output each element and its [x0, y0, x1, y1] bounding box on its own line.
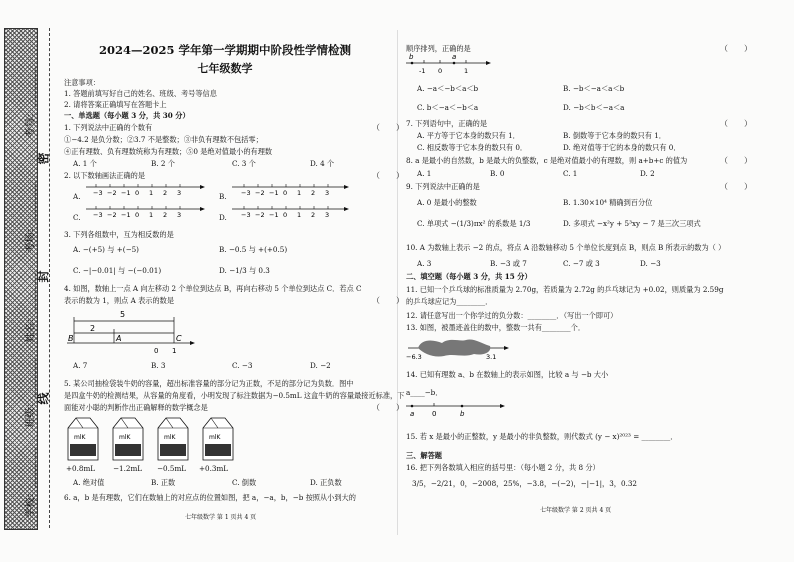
q6-option-c: C. b＜−a＜−b＜a: [417, 103, 479, 112]
milk-carton: [158, 418, 188, 460]
q11-line2: 的乒乓球应记为________．: [406, 297, 493, 306]
q5-value-2: −1.2mL: [113, 464, 143, 473]
q9-option-c: C. 单项式 −(1/3)πx² 的系数是 1/3: [417, 219, 531, 228]
field-exam-room: 考场：________: [25, 182, 37, 253]
note-1: 1. 答题前填写好自己的姓名、班级、考号等信息: [64, 89, 217, 98]
q4-option-b: B. 3: [151, 361, 166, 370]
q8-option-c: C. 1: [563, 169, 578, 178]
q2-option-a: A.: [73, 192, 81, 201]
ink-blot: [418, 340, 490, 357]
milk-carton: [203, 418, 233, 460]
q2-axis-c: [86, 207, 205, 211]
q4-answer-paren: （ ）: [372, 296, 404, 305]
q13-label-right: 3.1: [486, 353, 497, 361]
milk-carton: [68, 418, 98, 460]
q16-numbers: 3/5，−2/21，0，−2008，25%，−3.8，−(−2)，−|−1|，3，0.32: [412, 479, 637, 488]
q3-option-d: D. −1/3 与 0.3: [219, 266, 270, 275]
q5-answer-paren: （ ）: [372, 403, 404, 412]
q16-stem: 16. 把下列各数填入相应的括号里：（每小题 2 分，共 8 分）: [406, 463, 600, 472]
q2-tick-label: 1: [297, 189, 302, 197]
q5-option-c: C. 倒数: [232, 478, 257, 487]
q2-tick-label: 2: [311, 189, 316, 197]
q2-tick-label: −1: [121, 211, 131, 219]
q2-tick-label: 0: [135, 189, 140, 197]
q8-answer-paren: （ ）: [720, 156, 752, 165]
q10-option-b: B. −3 或 7: [490, 259, 527, 268]
q6-label-a: a: [452, 53, 457, 61]
q11-line1: 11. 已知一个乒乓球的标准质量为 2.70g，若质量为 2.72g 的乒乓球记为 +0.02，则质量为 2.59g: [406, 285, 724, 294]
note-2: 2. 请将答案正确填写在答题卡上: [64, 100, 167, 109]
q10-option-d: D. −3: [640, 259, 661, 268]
q10-option-c: C. −7 或 3: [563, 259, 600, 268]
q4-label-c: C: [176, 334, 182, 343]
q12-text: 12. 请任意写出一个你学过的负分数：________．（写出一个即可）: [406, 311, 618, 320]
q4-label-1: 1: [172, 347, 177, 355]
section2-heading: 二、填空题（每小题 3 分，共 15 分）: [406, 272, 532, 281]
q5-line2: 是四盒牛奶的检测结果，从容量的角度看，小明发现了标注数据为−0.5mL 这盒牛奶的容量最接近标准，下: [64, 391, 405, 400]
q9-option-d: D. 多项式 −x²y + 5³xy − 7 是三次三项式: [563, 219, 701, 228]
q5-option-b: B. 正数: [151, 478, 176, 487]
q2-answer-paren: （ ）: [372, 171, 404, 180]
q2-tick-label: −3: [93, 211, 103, 219]
field-school: 学校：________: [25, 447, 37, 518]
q5-option-d: D. 正负数: [310, 478, 342, 487]
q3-stem: 3. 下列各组数中，互为相反数的是: [64, 230, 174, 239]
q13-label-left: −6.3: [406, 353, 422, 361]
footer-right: 七年级数学 第 2 页共 4 页: [540, 507, 612, 514]
q1-option-d: D. 4 个: [310, 159, 335, 168]
q1-stem: 1. 下列说法中正确的个数有: [64, 123, 153, 132]
q2-tick-label: 2: [163, 211, 168, 219]
q5-value-4: +0.3mL: [199, 464, 229, 473]
q2-option-c: C.: [73, 213, 81, 222]
seal-char-1: 密: [36, 152, 51, 165]
q14-stem: 14. 已知有理数 a、b 在数轴上的表示如图，比较 a 与 −b 大小: [406, 370, 609, 379]
q6-label-m1: -1: [419, 67, 426, 75]
q6-number-line: [404, 52, 494, 78]
q6-line1: 6. a，b 是有理数，它们在数轴上的对应点的位置如图，把 a，−a，b，−b 按照从小到大的: [64, 493, 356, 502]
q2-tick-label: −3: [93, 189, 103, 197]
q1-option-c: C. 3 个: [232, 159, 256, 168]
q7-option-a: A. 平方等于它本身的数只有 1．: [417, 131, 520, 140]
q4-label-5: 5: [120, 310, 126, 319]
footer-left: 七年级数学 第 1 页共 4 页: [185, 514, 257, 521]
q2-tick-label: −2: [255, 189, 265, 197]
seal-char-2: 封: [36, 270, 51, 283]
q9-option-b: B. 1.30×10⁴ 精确到百分位: [563, 198, 653, 207]
q3-option-c: C. −|−0.01| 与 −(−0.01): [73, 266, 162, 275]
q9-answer-paren: （ ）: [720, 182, 752, 191]
q6-answer-paren: （ ）: [720, 44, 752, 53]
q4-label-a: A: [116, 334, 122, 343]
q4-label-b: B: [68, 334, 74, 343]
q4-label-2: 2: [90, 324, 96, 333]
q3-option-a: A. −(+5) 与 +(−5): [73, 245, 139, 254]
q14-label-a: a: [410, 410, 415, 418]
q6-option-b: B. −b＜−a＜a＜b: [563, 84, 625, 93]
q4-option-a: A. 7: [73, 361, 88, 370]
q4-option-d: D. −2: [310, 361, 331, 370]
q4-figure: [62, 305, 202, 357]
field-exam-number: 考号：________: [25, 67, 37, 138]
q2-tick-label: 3: [177, 211, 182, 219]
q14-number-line: [404, 398, 514, 420]
q2-tick-label: 0: [283, 189, 288, 197]
q2-tick-label: −2: [255, 211, 265, 219]
q2-tick-label: 1: [149, 211, 154, 219]
q5-value-3: −0.5mL: [157, 464, 187, 473]
q5-line1: 5. 某公司抽检袋装牛奶的容量，超出标准容量的部分记为正数，不足的部分记为负数．图中: [64, 379, 354, 388]
q7-option-b: B. 倒数等于它本身的数只有 1．: [563, 131, 666, 140]
q6-label-1: 1: [464, 67, 469, 75]
q14-label-0: 0: [432, 410, 437, 418]
q7-answer-paren: （ ）: [720, 119, 752, 128]
q5-line3: 面能对小聪的判断作出正确解释的数学概念是: [64, 403, 208, 412]
q14-label-b: b: [460, 410, 465, 418]
q10-option-a: A. 3: [417, 259, 432, 268]
q4-option-c: C. −3: [232, 361, 253, 370]
q2-tick-label: 0: [283, 211, 288, 219]
q2-tick-label: 1: [297, 211, 302, 219]
milk-label: mlK: [74, 434, 86, 441]
q5-value-1: +0.8mL: [66, 464, 96, 473]
milk-label: mlK: [119, 434, 131, 441]
q6-option-a: A. −a＜−b＜a＜b: [417, 84, 479, 93]
q2-tick-label: 3: [325, 189, 330, 197]
q2-tick-label: 0: [135, 211, 140, 219]
exam-subtitle: 七年级数学: [197, 62, 253, 75]
q13-ink-figure: [404, 334, 514, 364]
q2-tick-label: −1: [121, 189, 131, 197]
q8-option-d: D. 2: [640, 169, 655, 178]
q2-tick-label: 1: [149, 189, 154, 197]
field-name: 姓名：________: [25, 272, 37, 343]
field-class: 班级：________: [25, 357, 37, 428]
section3-heading: 三、解答题: [406, 451, 442, 460]
q1-line1: ①−4.2 是负分数；②3.7 不是整数；③非负有理数不包括零；: [64, 135, 263, 144]
milk-label: mlK: [209, 434, 221, 441]
q6-line2: 顺序排列，正确的是: [406, 44, 471, 53]
q1-option-a: A. 1 个: [73, 159, 97, 168]
notes-heading: 注意事项：: [64, 78, 100, 87]
seal-char-3: 线: [36, 392, 51, 405]
q2-tick-label: 2: [163, 189, 168, 197]
q4-label-0: 0: [154, 347, 159, 355]
q2-tick-label: −2: [107, 189, 117, 197]
q10-stem: 10. A 为数轴上表示 −2 的点，将点 A 沿数轴移动 5 个单位长度到点 B，则点 B 所表示的数为（ ）: [406, 243, 726, 252]
q7-option-c: C. 相反数等于它本身的数只有 0．: [417, 143, 528, 152]
q2-tick-label: 2: [311, 211, 316, 219]
q2-tick-label: −3: [241, 189, 251, 197]
q2-tick-label: −1: [269, 189, 279, 197]
q1-line2: ④正有理数、负有理数统称为有理数；⑤0 是绝对值最小的有理数: [64, 147, 273, 156]
q2-tick-label: 3: [177, 189, 182, 197]
q14-answer: a____−b．: [406, 388, 443, 397]
q8-stem: 8. a 是最小的自然数，b 是最大的负整数，c 是绝对值最小的有理数，则 a+b+c 的值为: [406, 156, 688, 165]
q2-tick-label: 3: [325, 211, 330, 219]
q3-option-b: B. −0.5 与 +(+0.5): [219, 245, 288, 254]
q6-label-b: b: [409, 53, 414, 61]
q2-tick-label: −3: [241, 211, 251, 219]
milk-label: mlK: [164, 434, 176, 441]
q9-option-a: A. 0 是最小的整数: [417, 198, 477, 207]
q2-option-d: D.: [219, 213, 227, 222]
q2-tick-label: −2: [107, 211, 117, 219]
q7-stem: 7. 下列语句中，正确的是: [406, 119, 488, 128]
q15-text: 15. 若 x 是最小的正整数，y 是最小的非负整数，则代数式 (y − x)²⁰²³ = ________．: [406, 432, 678, 441]
section1-heading: 一、单选题（每小题 3 分，共 30 分）: [64, 111, 190, 120]
q2-axis-a: [86, 185, 205, 189]
q1-answer-paren: （ ）: [372, 123, 404, 132]
q13-stem: 13. 如图，被墨迹盖住的数中，整数一共有________个．: [406, 323, 586, 332]
q5-option-a: A. 绝对值: [73, 478, 105, 487]
milk-carton: [113, 418, 143, 460]
q1-option-b: B. 2 个: [151, 159, 175, 168]
q6-option-d: D. −b＜b＜−a＜a: [563, 103, 625, 112]
q4-line2: 表示的数为 1，则点 A 表示的数是: [64, 296, 175, 305]
q7-option-d: D. 绝对值等于它的本身的数只有 0．: [563, 143, 681, 152]
q4-line1: 4. 如图，数轴上一点 A 向左移动 2 个单位到达点 B，再向右移动 5 个单位到达点 C．若点 C: [64, 284, 362, 293]
q8-option-b: B. 0: [490, 169, 505, 178]
q8-option-a: A. 1: [417, 169, 432, 178]
q2-option-b: B.: [219, 192, 227, 201]
exam-title: 2024—2025 学年第一学期期中阶段性学情检测: [98, 43, 351, 57]
q2-tick-label: −1: [269, 211, 279, 219]
q2-stem: 2. 以下数轴画法正确的是: [64, 171, 146, 180]
q6-label-0: 0: [438, 67, 443, 75]
q5-milk-figure: [62, 414, 242, 464]
q9-stem: 9. 下列说法中正确的是: [406, 182, 480, 191]
